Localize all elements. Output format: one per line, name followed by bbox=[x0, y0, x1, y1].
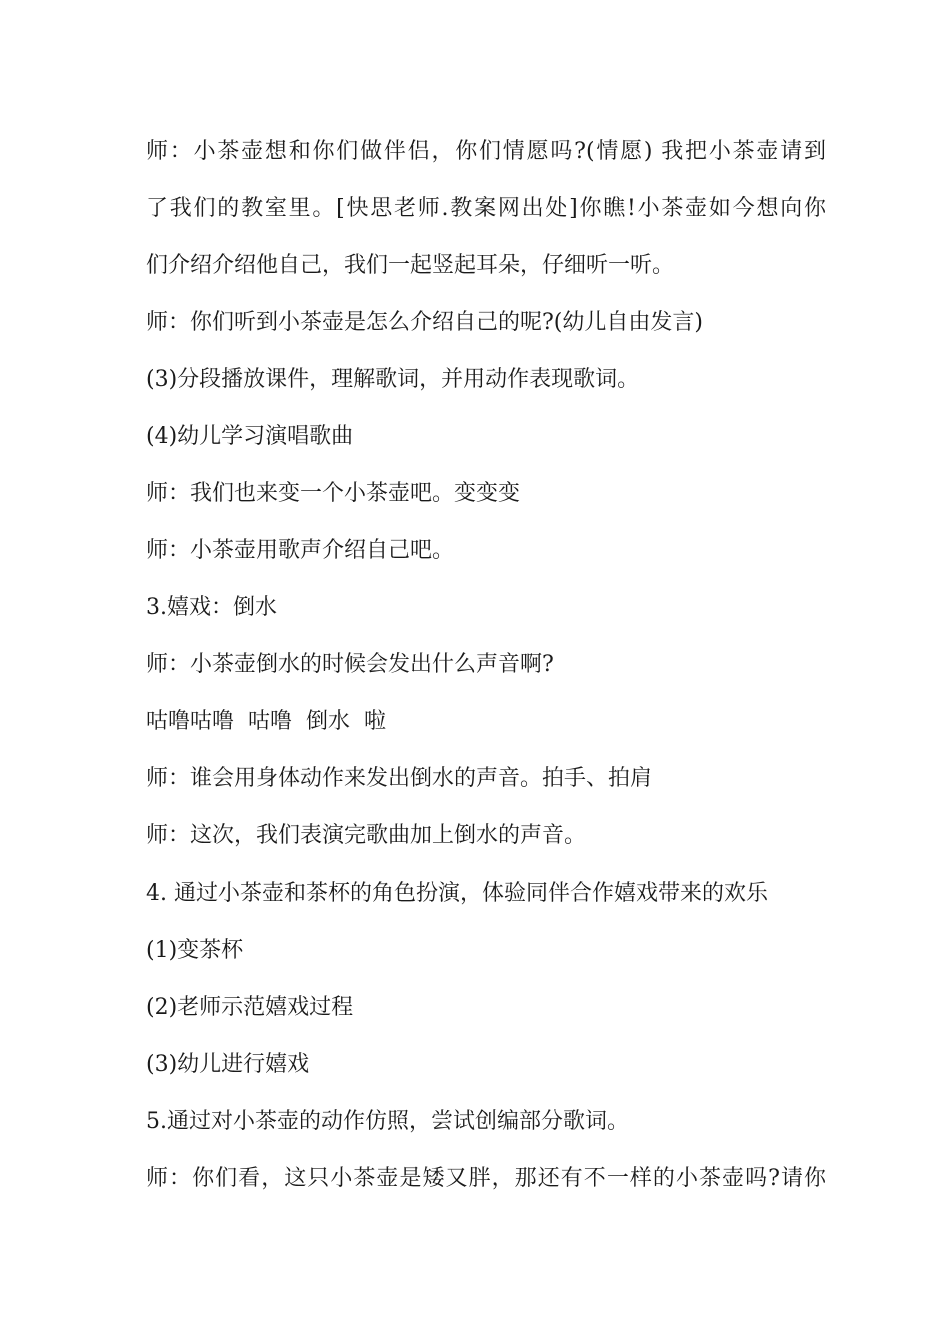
text-line: 师：小茶壶倒水的时候会发出什么声音啊? bbox=[146, 652, 554, 677]
text-line: 师：小茶壶想和你们做伴侣，你们情愿吗?(情愿) 我把小茶壶请到 bbox=[146, 139, 826, 164]
text-line: (1)变茶杯 bbox=[146, 938, 244, 963]
text-line: 师：你们看，这只小茶壶是矮又胖，那还有不一样的小茶壶吗?请你 bbox=[146, 1166, 826, 1191]
text-line: 师：小茶壶用歌声介绍自己吧。 bbox=[146, 538, 455, 563]
text-line: 师：这次，我们表演完歌曲加上倒水的声音。 bbox=[146, 823, 587, 848]
text-line: (3)幼儿进行嬉戏 bbox=[146, 1052, 310, 1077]
section-heading: 3.嬉戏：倒水 bbox=[146, 595, 277, 620]
section-heading: 4. 通过小茶壶和茶杯的角色扮演，体验同伴合作嬉戏带来的欢乐 bbox=[146, 881, 768, 906]
text-line: 师：你们听到小茶壶是怎么介绍自己的呢?(幼儿自由发言) bbox=[146, 310, 703, 335]
text-line: (3)分段播放课件，理解歌词，并用动作表现歌词。 bbox=[146, 367, 640, 392]
text-line: 师：我们也来变一个小茶壶吧。变变变 bbox=[146, 481, 521, 506]
text-line: 们介绍介绍他自己，我们一起竖起耳朵，仔细听一听。 bbox=[146, 253, 675, 278]
text-line: 咕噜咕噜 咕噜 倒水 啦 bbox=[146, 709, 386, 734]
text-line: (4)幼儿学习演唱歌曲 bbox=[146, 424, 354, 449]
text-line: (2)老师示范嬉戏过程 bbox=[146, 995, 354, 1020]
section-heading: 5.通过对小茶壶的动作仿照，尝试创编部分歌词。 bbox=[146, 1109, 629, 1134]
text-line: 师：谁会用身体动作来发出倒水的声音。拍手、拍肩 bbox=[146, 766, 653, 791]
text-line: 了我们的教室里。[快思老师.教案网出处]你瞧!小茶壶如今想向你 bbox=[146, 196, 826, 221]
